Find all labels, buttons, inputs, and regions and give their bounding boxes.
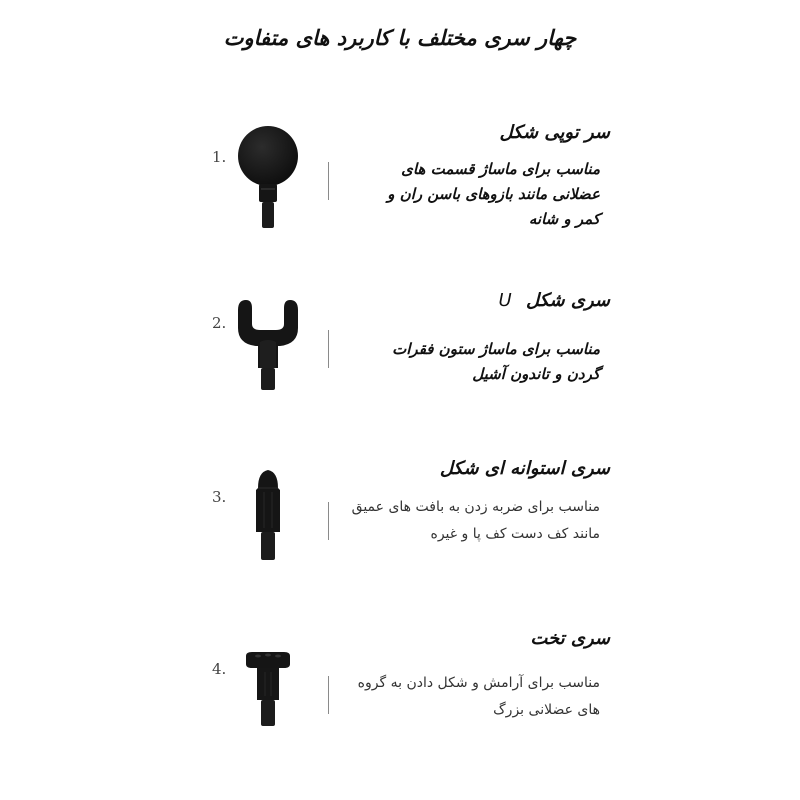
flat-head-icon <box>228 650 308 730</box>
description-line: مناسب برای ماساژ ستون فقرات <box>392 340 600 358</box>
description-line: مناسب برای آرامش و شکل دادن به گروه <box>357 675 600 691</box>
item-title <box>530 628 610 649</box>
item-description <box>387 157 600 232</box>
u-shaped-head-icon <box>228 298 308 394</box>
divider <box>328 162 329 200</box>
item-number: 2. <box>212 314 227 332</box>
item-title-latin: U <box>498 290 512 311</box>
item-title-text: سری استوانه ای شکل <box>439 458 610 479</box>
description-line: مانند کف دست کف پا و غیره <box>430 526 600 542</box>
bullet-head-icon <box>228 468 308 564</box>
item-title-text: سر توپی شکل <box>499 122 610 143</box>
item-title-text: سری تخت <box>530 628 610 649</box>
description-line: گردن و تاندون آشیل <box>472 365 600 383</box>
item-number: 3. <box>212 488 227 506</box>
item-title-text: سری شکل <box>525 290 610 311</box>
description-line: مناسب برای ماساژ قسمت های <box>401 160 600 178</box>
divider <box>328 502 329 540</box>
description-line: مناسب برای ضربه زدن به بافت های عمیق <box>351 499 600 515</box>
item-number: 1. <box>212 148 227 166</box>
item-title <box>499 290 611 311</box>
item-description <box>392 337 600 387</box>
description-line: های عضلانی بزرگ <box>493 702 600 718</box>
item-description <box>352 494 600 548</box>
description-line: کمر و شانه <box>528 210 600 228</box>
item-description <box>358 670 600 724</box>
page-title: چهار سری مختلف با کاربرد های متفاوت <box>223 26 577 50</box>
item-title <box>499 122 610 143</box>
description-line: عضلانی مانند بازوهای باسن ران و <box>387 185 600 203</box>
item-title <box>440 458 610 479</box>
item-number: 4. <box>212 660 227 678</box>
divider <box>328 676 329 714</box>
divider <box>328 330 329 368</box>
ball-head-icon <box>228 124 308 232</box>
